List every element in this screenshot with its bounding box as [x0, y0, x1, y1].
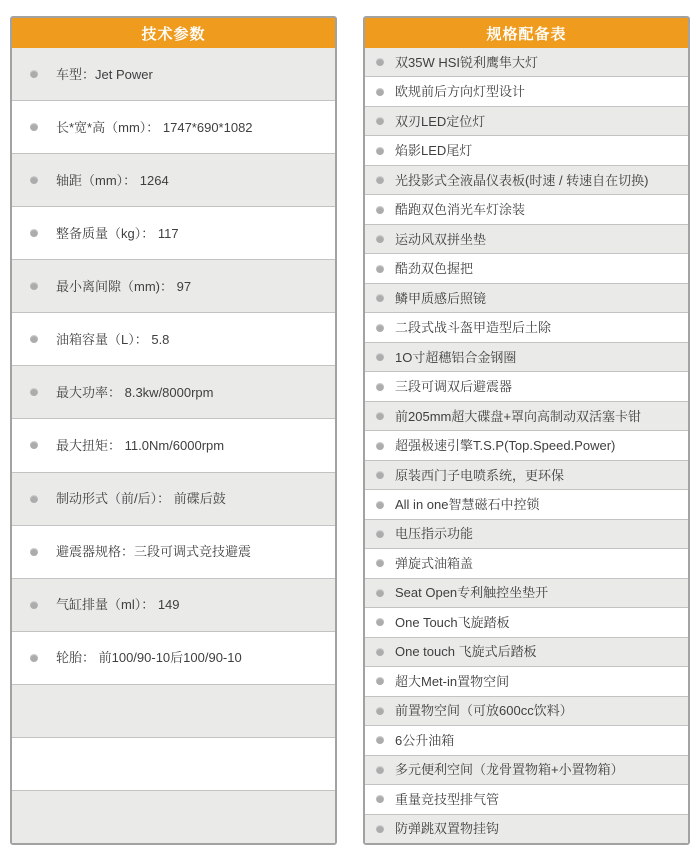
equipment-row-text: All in one智慧磁石中控锁 [395, 497, 540, 512]
equipment-row-text: 二段式战斗盔甲造型后土除 [395, 320, 552, 336]
tech-params-title: 技术参数 [141, 25, 206, 43]
equipment-row [365, 489, 688, 518]
equipment-row-text: 前置物空间（可放600cc饮料） [395, 703, 573, 719]
bullet-icon [30, 441, 38, 449]
equipment-row [365, 224, 688, 253]
spec-row-text: 气缸排量（ml）： 149 [56, 597, 180, 613]
bullet-icon [30, 70, 38, 78]
bullet-icon [376, 206, 384, 214]
equipment-row [365, 371, 688, 400]
bullet-icon [376, 383, 384, 391]
equipment-row-text: 欧规前后方向灯型设计 [395, 84, 526, 100]
bullet-icon [30, 282, 38, 290]
spec-row [12, 259, 335, 312]
equipment-row [365, 342, 688, 371]
equipment-row [365, 312, 688, 341]
spec-row [12, 790, 335, 843]
spec-row [12, 365, 335, 418]
bullet-icon [376, 648, 384, 656]
equipment-row-text: 1O寸超穗铝合金钢圈 [395, 349, 517, 365]
equipment-row-text: 多元便利空间（龙骨置物箱+小置物箱） [395, 762, 624, 778]
spec-row [12, 631, 335, 684]
spec-row-text: 油箱容量（L）： 5.8 [56, 331, 170, 347]
equipment-title: 规格配备表 [486, 25, 567, 43]
equipment-row-text: 超强极速引擎T.S.P(Top.Speed.Power) [395, 438, 616, 454]
equipment-row [365, 165, 688, 194]
equipment-row-text: 原装西门子电喷系统，更环保 [395, 467, 565, 483]
equipment-row-text: 超大Met-in置物空间 [395, 673, 510, 689]
equipment-header [365, 18, 688, 48]
equipment-row [365, 607, 688, 636]
equipment-row-text: 防弹跳双置物挂钩 [395, 821, 500, 837]
spec-row-text: 车型：Jet Power [56, 66, 153, 82]
equipment-row-text: 酷跑双色消光车灯涂装 [395, 202, 526, 218]
equipment-row [365, 194, 688, 223]
tech-params-rows [12, 48, 335, 843]
equipment-row-text: 鳞甲质感后照镜 [395, 290, 487, 306]
equipment-row-text: 前205mm超大碟盘+罩向高制动双活塞卡钳 [395, 408, 641, 424]
equipment-row [365, 696, 688, 725]
equipment-row-text: 三段可调双后避震器 [395, 379, 513, 395]
equipment-row-text: One touch 飞旋式后踏板 [395, 644, 537, 660]
bullet-icon [376, 265, 384, 273]
equipment-row-text: 弹旋式油箱盖 [395, 555, 474, 571]
bullet-icon [376, 530, 384, 538]
equipment-row-text: 焰影LED尾灯 [395, 143, 473, 159]
bullet-icon [376, 324, 384, 332]
bullet-icon [376, 677, 384, 685]
bullet-icon [376, 442, 384, 450]
equipment-row-text: 运动风双拼坐垫 [395, 231, 487, 247]
bullet-icon [30, 335, 38, 343]
spec-row [12, 578, 335, 631]
bullet-icon [376, 766, 384, 774]
bullet-icon [376, 825, 384, 833]
spec-row [12, 737, 335, 790]
spec-row [12, 100, 335, 153]
bullet-icon [376, 589, 384, 597]
equipment-row [365, 253, 688, 282]
equipment-row [365, 519, 688, 548]
bullet-icon [30, 654, 38, 662]
spec-row [12, 48, 335, 100]
bullet-icon [376, 618, 384, 626]
equipment-table [363, 16, 690, 845]
equipment-row [365, 578, 688, 607]
bullet-icon [376, 412, 384, 420]
spec-row-text: 轮胎： 前100/90-10后100/90-10 [56, 650, 242, 666]
equipment-row [365, 637, 688, 666]
equipment-row [365, 76, 688, 105]
equipment-row [365, 106, 688, 135]
equipment-row-text: 双35W HSI锐利鹰隼大灯 [395, 54, 539, 70]
equipment-row [365, 401, 688, 430]
spec-row [12, 312, 335, 365]
equipment-row [365, 666, 688, 695]
tech-params-header [12, 18, 335, 48]
equipment-row [365, 135, 688, 164]
bullet-icon [376, 501, 384, 509]
tech-params-table [10, 16, 337, 845]
spec-row-text: 整备质量（kg）： 117 [56, 225, 179, 241]
spec-row-text: 长*宽*高（mm）： 1747*690*1082 [56, 119, 253, 135]
spec-row [12, 206, 335, 259]
equipment-row-text: 酷劲双色握把 [395, 261, 474, 277]
bullet-icon [376, 88, 384, 96]
spec-row-text: 制动形式（前/后）： 前碟后鼓 [56, 491, 226, 507]
equipment-row-text: One Touch飞旋踏板 [395, 614, 510, 630]
bullet-icon [376, 736, 384, 744]
bullet-icon [376, 795, 384, 803]
spec-row [12, 684, 335, 737]
equipment-row-text: Seat Open专利触控坐垫开 [395, 585, 549, 601]
bullet-icon [30, 388, 38, 396]
equipment-row [365, 784, 688, 813]
equipment-row [365, 725, 688, 754]
bullet-icon [30, 176, 38, 184]
bullet-icon [30, 601, 38, 609]
bullet-icon [376, 471, 384, 479]
bullet-icon [376, 294, 384, 302]
equipment-row [365, 430, 688, 459]
bullet-icon [30, 548, 38, 556]
bullet-icon [30, 495, 38, 503]
bullet-icon [30, 123, 38, 131]
bullet-icon [376, 147, 384, 155]
spec-row-text: 最小离间隙（mm)： 97 [56, 278, 192, 294]
equipment-rows [365, 48, 688, 843]
equipment-row-text: 6公升油箱 [395, 732, 455, 748]
bullet-icon [376, 235, 384, 243]
bullet-icon [376, 176, 384, 184]
equipment-row [365, 548, 688, 577]
equipment-row-text: 电压指示功能 [395, 526, 474, 542]
spec-row-text: 最大扭矩： 11.0Nm/6000rpm [56, 437, 225, 453]
equipment-row [365, 755, 688, 784]
spec-row-text: 避震器规格：三段可调式竞技避震 [56, 544, 252, 560]
bullet-icon [376, 707, 384, 715]
bullet-icon [376, 353, 384, 361]
equipment-row-text: 重量竞技型排气管 [395, 791, 500, 807]
bullet-icon [376, 117, 384, 125]
spec-row-text: 最大功率： 8.3kw/8000rpm [56, 384, 214, 400]
spec-row-text: 轴距（mm）： 1264 [56, 172, 169, 188]
equipment-row [365, 48, 688, 76]
spec-row [12, 472, 335, 525]
bullet-icon [30, 229, 38, 237]
equipment-row [365, 283, 688, 312]
equipment-row-text: 双刃LED定位灯 [395, 113, 486, 129]
bullet-icon [376, 559, 384, 567]
bullet-icon [376, 58, 384, 66]
equipment-row [365, 814, 688, 843]
spec-row [12, 153, 335, 206]
spec-row [12, 525, 335, 578]
equipment-row [365, 460, 688, 489]
spec-row [12, 418, 335, 471]
equipment-row-text: 光投影式全液晶仪表板(时速 / 转速自在切换) [395, 172, 649, 188]
